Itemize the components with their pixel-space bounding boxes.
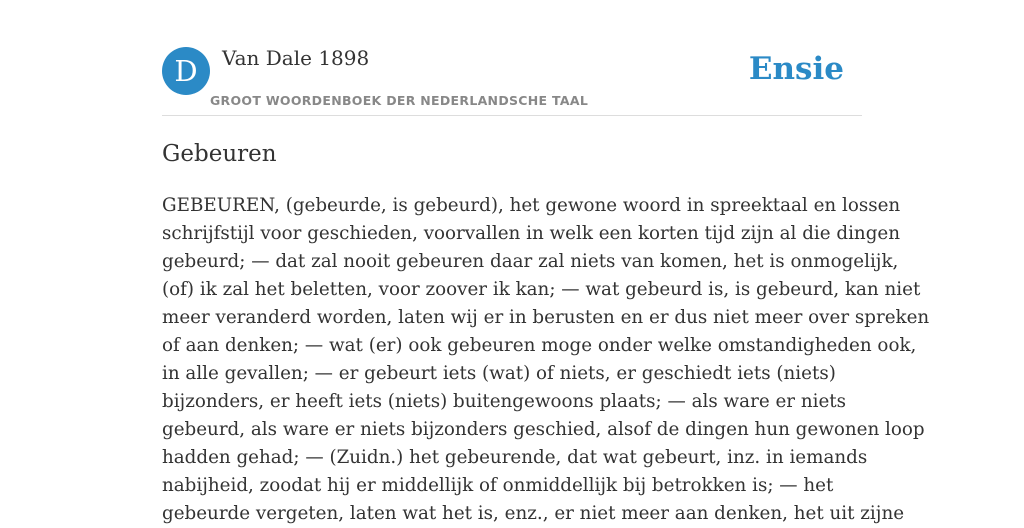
dictionary-logo[interactable]: D [162, 47, 210, 95]
definition-line: nabijheid, zoodat hij er middellijk of onmiddellijk bij betrokken is; — het [162, 475, 834, 496]
definition-line: in alle gevallen; — er gebeurt iets (wat) of niets, er geschiedt iets (niets) [162, 363, 836, 384]
dictionary-title[interactable]: Van Dale 1898 [222, 46, 370, 70]
definition-line: of aan denken; — wat (er) ook gebeuren moge onder welke omstandigheden ook, [162, 335, 917, 356]
definition-line: GEBEUREN, (gebeurde, is gebeurd), het gewone woord in spreektaal en lossen [162, 195, 901, 216]
dictionary-subtitle: GROOT WOORDENBOEK DER NEDERLANDSCHE TAAL [210, 93, 589, 108]
site-header [162, 0, 862, 116]
definition-line: meer veranderd worden, laten wij er in berusten en er dus niet meer over spreken [162, 307, 930, 328]
definition-line: bijzonders, er heeft iets (niets) buitengewoons plaats; — als ware er niets [162, 391, 846, 412]
brand-logo[interactable]: Ensie [748, 51, 844, 87]
entry-title: Gebeuren [162, 141, 277, 167]
entry-definition [162, 192, 930, 528]
definition-line: (of) ik zal het beletten, voor zoover ik kan; — wat gebeurd is, is gebeurd, kan niet [162, 279, 921, 300]
definition-line: gebeurd; — dat zal nooit gebeuren daar zal niets van komen, het is onmogelijk, [162, 251, 899, 272]
definition-line: schrijfstijl voor geschieden, voorvallen in welk een korten tijd zijn al die dingen [162, 223, 900, 244]
definition-line: gebeurde vergeten, laten wat het is, enz., er niet meer aan denken, het uit zijne [162, 503, 905, 524]
definition-line: gebeurd, als ware er niets bijzonders geschied, alsof de dingen hun gewonen loop [162, 419, 925, 440]
definition-line: hadden gehad; — (Zuidn.) het gebeurende, dat wat gebeurt, inz. in iemands [162, 447, 868, 468]
